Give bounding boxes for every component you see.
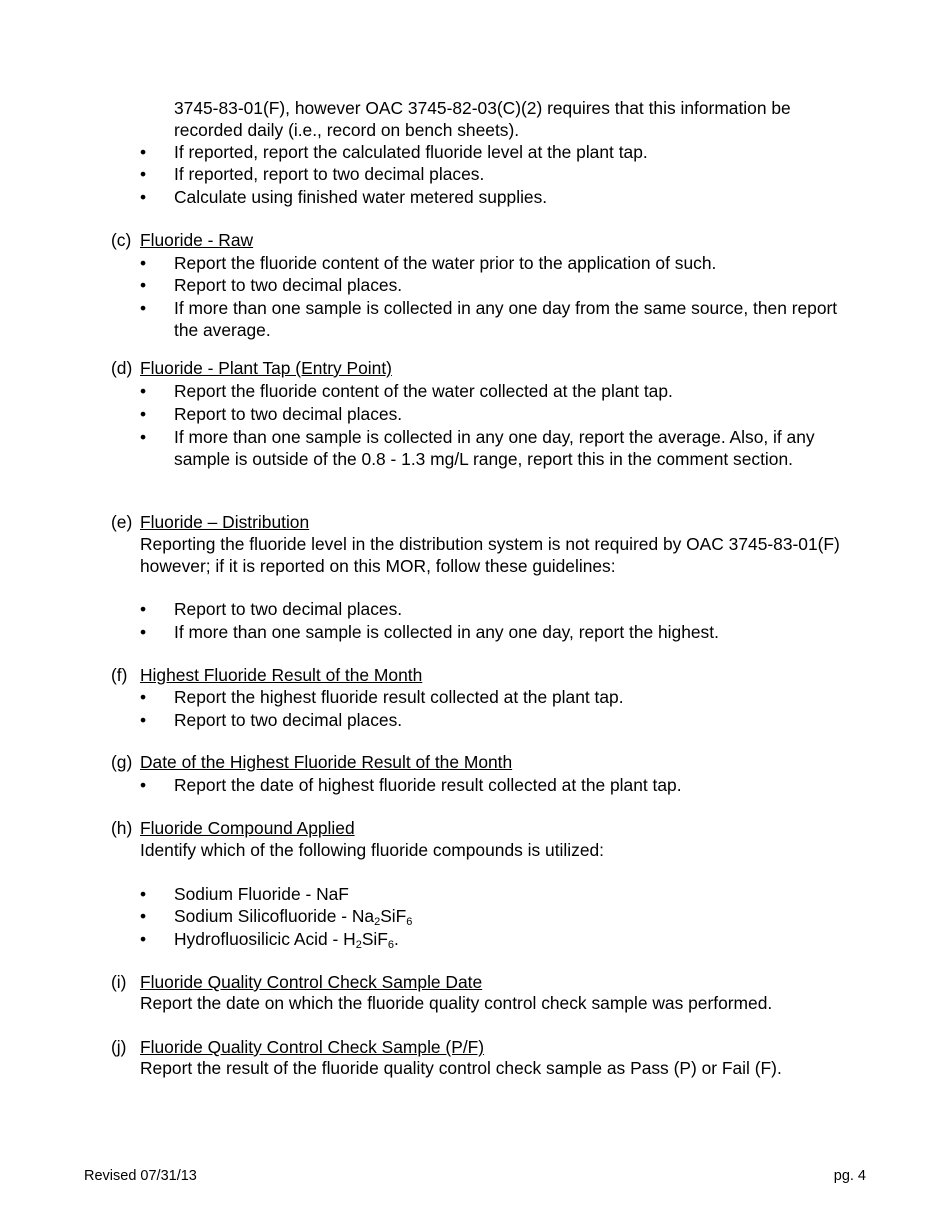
section-d-label: (d): [111, 358, 133, 378]
bullet-glyph: •: [140, 298, 147, 318]
bullet-glyph: •: [140, 622, 147, 642]
bullet-glyph: •: [140, 253, 147, 273]
compound-naf: Sodium Fluoride - NaF: [174, 884, 349, 904]
bullet-glyph: •: [140, 599, 147, 619]
bullet-glyph: •: [140, 710, 147, 730]
section-j-paragraph: Report the result of the fluoride quality control check sample as Pass (P) or Fail (F).: [140, 1058, 782, 1078]
section-g-bullet-1: Report the date of highest fluoride result collected at the plant tap.: [174, 775, 682, 795]
section-f-bullet-1: Report the highest fluoride result collected at the plant tap.: [174, 687, 624, 707]
bullet-glyph: •: [140, 142, 147, 162]
section-f-label: (f): [111, 665, 128, 685]
bullet-glyph: •: [140, 427, 147, 447]
section-e-paragraph: Reporting the fluoride level in the distribution system is not required by OAC 3745-83-01(F) however; if it is reported on this MOR, follow these guidelines:: [140, 534, 840, 576]
section-d-bullet-1: Report the fluoride content of the water collected at the plant tap.: [174, 381, 673, 401]
intro-bullet-2: If reported, report to two decimal places.: [174, 164, 485, 184]
section-c-bullet-2: Report to two decimal places.: [174, 275, 403, 295]
compound-acid-end: .: [394, 929, 399, 949]
section-f-bullet-2: Report to two decimal places.: [174, 710, 403, 730]
footer-revised-date: Revised 07/31/13: [84, 1168, 197, 1184]
section-c-label: (c): [111, 230, 132, 250]
compound-silico-name: Sodium Silicofluoride - Na: [174, 906, 375, 926]
section-d-bullet-3: If more than one sample is collected in any one day, report the average. Also, if any sample is outside of the 0.8 - 1.3 mg/L range, report this in the comment section.: [174, 427, 815, 469]
section-e-bullet-2: If more than one sample is collected in any one day, report the highest.: [174, 622, 719, 642]
section-c-bullet-1: Report the fluoride content of the water prior to the application of such.: [174, 253, 717, 273]
bullet-glyph: •: [140, 404, 147, 424]
section-f-heading: Highest Fluoride Result of the Month: [140, 665, 423, 685]
compound-silico-sub2: 6: [406, 916, 413, 928]
compound-hydrofluosilicic-acid: [174, 929, 840, 951]
section-e-label: (e): [111, 512, 133, 532]
bullet-glyph: •: [140, 906, 147, 926]
bullet-glyph: •: [140, 884, 147, 904]
footer-page-number: pg. 4: [833, 1168, 866, 1184]
section-e-heading: Fluoride – Distribution: [140, 512, 310, 532]
compound-acid-sub2: 6: [387, 939, 395, 951]
bullet-glyph: •: [140, 775, 147, 795]
section-e-bullet-1: Report to two decimal places.: [174, 599, 403, 619]
bullet-glyph: •: [140, 381, 147, 401]
section-h-label: (h): [111, 818, 133, 838]
section-i-paragraph: Report the date on which the fluoride quality control check sample was performed.: [140, 993, 773, 1013]
section-j-label: (j): [111, 1037, 127, 1057]
compound-acid-mid: SiF: [361, 929, 388, 949]
section-c-bullet-3: If more than one sample is collected in any one day from the same source, then report the average.: [174, 298, 838, 340]
intro-bullet-1: If reported, report the calculated fluoride level at the plant tap.: [174, 142, 648, 162]
section-h-heading: Fluoride Compound Applied: [140, 818, 355, 838]
section-i-heading: Fluoride Quality Control Check Sample Date: [140, 972, 483, 992]
compound-silico-mid: SiF: [380, 906, 407, 926]
compound-silico-sub1: 2: [374, 916, 381, 928]
compound-sodium-silicofluoride: [174, 906, 840, 928]
section-i-label: (i): [111, 972, 127, 992]
section-d-bullet-2: Report to two decimal places.: [174, 404, 403, 424]
section-d-heading: Fluoride - Plant Tap (Entry Point): [140, 358, 392, 378]
section-j-heading: Fluoride Quality Control Check Sample (P/F): [140, 1037, 485, 1057]
bullet-glyph: •: [140, 275, 147, 295]
section-c-heading: Fluoride - Raw: [140, 230, 254, 250]
bullet-glyph: •: [140, 187, 147, 207]
bullet-glyph: •: [140, 929, 147, 949]
compound-acid-sub1: 2: [355, 939, 362, 951]
bullet-glyph: •: [140, 687, 147, 707]
intro-bullet-3: Calculate using finished water metered supplies.: [174, 187, 548, 207]
section-g-heading: Date of the Highest Fluoride Result of the Month: [140, 752, 513, 772]
section-g-label: (g): [111, 752, 133, 772]
intro-continued-text: 3745-83-01(F), however OAC 3745-82-03(C)(2) requires that this information be recorded daily (i.e., record on bench sheets).: [174, 98, 791, 140]
compound-acid-name: Hydrofluosilicic Acid - H: [174, 929, 356, 949]
bullet-glyph: •: [140, 164, 147, 184]
section-h-paragraph: Identify which of the following fluoride compounds is utilized:: [140, 840, 605, 860]
